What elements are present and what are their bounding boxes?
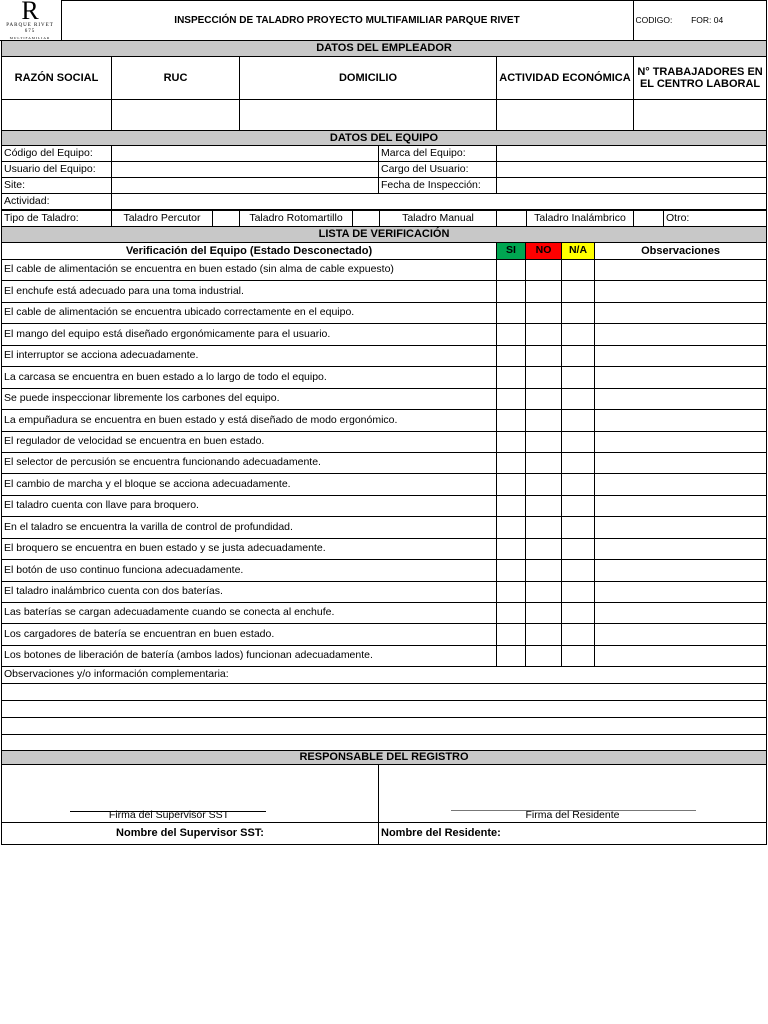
observation-cell[interactable] xyxy=(595,345,767,366)
notes-line[interactable] xyxy=(2,701,767,718)
checklist-row xyxy=(2,538,767,559)
observation-cell[interactable] xyxy=(595,452,767,473)
observation-cell[interactable] xyxy=(595,581,767,602)
yes-cell[interactable] xyxy=(497,281,526,302)
inspection-date-label: Fecha de Inspección: xyxy=(379,178,497,194)
no-cell[interactable] xyxy=(526,260,562,281)
supervisor-signature-label: Firma del Supervisor SST xyxy=(108,809,230,822)
observation-cell[interactable] xyxy=(595,624,767,645)
na-header: N/A xyxy=(562,243,595,260)
trabajadores-field[interactable] xyxy=(634,100,767,131)
na-cell[interactable] xyxy=(562,495,595,516)
checklist-row xyxy=(2,431,767,452)
notes-section xyxy=(1,666,767,751)
checklist-item-text: En el taladro se encuentra la varilla de control de profundidad. xyxy=(2,517,497,538)
observation-cell[interactable] xyxy=(595,645,767,666)
site-field[interactable] xyxy=(112,178,379,194)
checklist-item-text: El broquero se encuentra en buen estado y se justa adecuadamente. xyxy=(2,538,497,559)
form-title: INSPECCIÓN DE TALADRO PROYECTO MULTIFAMILIAR PARQUE RIVET xyxy=(61,1,633,41)
company-logo: R PARQUE RIVET 675 MULTIFAMILIAR xyxy=(6,0,54,41)
checklist-row xyxy=(2,452,767,473)
na-cell[interactable] xyxy=(562,452,595,473)
yes-header: SI xyxy=(497,243,526,260)
code-label: CODIGO: xyxy=(635,14,673,25)
form-code xyxy=(633,1,766,41)
ruc-field[interactable] xyxy=(112,100,240,131)
domicilio-field[interactable] xyxy=(240,100,497,131)
no-cell[interactable] xyxy=(526,410,562,431)
type-otro-label[interactable]: Otro: xyxy=(664,211,767,227)
employer-section-title: DATOS DEL EMPLEADOR xyxy=(2,41,767,57)
yes-cell[interactable] xyxy=(497,452,526,473)
checklist-item-text: El taladro cuenta con llave para broquero. xyxy=(2,495,497,516)
resident-name-label[interactable]: Nombre del Residente: xyxy=(379,823,767,845)
checklist-item-text: El interruptor se acciona adecuadamente. xyxy=(2,345,497,366)
observation-cell[interactable] xyxy=(595,474,767,495)
type-manual-checkbox[interactable] xyxy=(497,211,527,227)
user-role-field[interactable] xyxy=(497,162,767,178)
responsible-section xyxy=(1,750,767,845)
code-value: FOR: 04 xyxy=(691,14,724,25)
equipment-user-field[interactable] xyxy=(112,162,379,178)
observation-cell[interactable] xyxy=(595,281,767,302)
yes-cell[interactable] xyxy=(497,495,526,516)
equipment-user-label: Usuario del Equipo: xyxy=(2,162,112,178)
drill-type-row xyxy=(1,210,767,227)
yes-cell[interactable] xyxy=(497,603,526,624)
na-cell[interactable] xyxy=(562,581,595,602)
checklist-row xyxy=(2,302,767,323)
no-cell[interactable] xyxy=(526,281,562,302)
checklist-item-text: El cambio de marcha y el bloque se acciona adecuadamente. xyxy=(2,474,497,495)
checklist-item-text: Se puede inspeccionar libremente los carbones del equipo. xyxy=(2,388,497,409)
no-cell[interactable] xyxy=(526,645,562,666)
checklist-section-title: LISTA DE VERIFICACIÓN xyxy=(2,227,767,243)
no-cell[interactable] xyxy=(526,495,562,516)
type-inalambrico-checkbox[interactable] xyxy=(634,211,664,227)
drill-type-label: Tipo de Taladro: xyxy=(2,211,112,227)
checklist-row xyxy=(2,495,767,516)
notes-line[interactable] xyxy=(2,735,767,751)
equipment-brand-label: Marca del Equipo: xyxy=(379,146,497,162)
observation-cell[interactable] xyxy=(595,603,767,624)
yes-cell[interactable] xyxy=(497,538,526,559)
checklist-row xyxy=(2,410,767,431)
yes-cell[interactable] xyxy=(497,517,526,538)
na-cell[interactable] xyxy=(562,560,595,581)
yes-cell[interactable] xyxy=(497,324,526,345)
type-manual-label: Taladro Manual xyxy=(380,211,497,227)
no-cell[interactable] xyxy=(526,560,562,581)
observation-cell[interactable] xyxy=(595,538,767,559)
yes-cell[interactable] xyxy=(497,367,526,388)
na-cell[interactable] xyxy=(562,367,595,388)
no-cell[interactable] xyxy=(526,302,562,323)
checklist-item-text: Los botones de liberación de batería (ambos lados) funcionan adecuadamente. xyxy=(2,645,497,666)
checklist-row xyxy=(2,624,767,645)
equipment-section xyxy=(1,130,767,210)
na-cell[interactable] xyxy=(562,302,595,323)
no-cell[interactable] xyxy=(526,538,562,559)
type-percutor-checkbox[interactable] xyxy=(213,211,240,227)
checklist-row xyxy=(2,388,767,409)
yes-cell[interactable] xyxy=(497,560,526,581)
resident-signature-label: Firma del Residente xyxy=(525,809,620,822)
no-cell[interactable] xyxy=(526,624,562,645)
notes-line[interactable] xyxy=(2,718,767,735)
checklist-item-text: El mango del equipo está diseñado ergonómicamente para el usuario. xyxy=(2,324,497,345)
na-cell[interactable] xyxy=(562,281,595,302)
no-header: NO xyxy=(526,243,562,260)
yes-cell[interactable] xyxy=(497,345,526,366)
checklist-row xyxy=(2,560,767,581)
na-cell[interactable] xyxy=(562,645,595,666)
no-cell[interactable] xyxy=(526,517,562,538)
observations-header: Observaciones xyxy=(595,243,767,260)
yes-cell[interactable] xyxy=(497,645,526,666)
checklist-item-text: El selector de percusión se encuentra funcionando adecuadamente. xyxy=(2,452,497,473)
yes-cell[interactable] xyxy=(497,474,526,495)
no-cell[interactable] xyxy=(526,324,562,345)
checklist-item-text: Las baterías se cargan adecuadamente cuando se conecta al enchufe. xyxy=(2,603,497,624)
col-ruc: RUC xyxy=(112,57,240,100)
yes-cell[interactable] xyxy=(497,410,526,431)
observation-cell[interactable] xyxy=(595,324,767,345)
observation-cell[interactable] xyxy=(595,302,767,323)
observation-cell[interactable] xyxy=(595,495,767,516)
checklist-row xyxy=(2,367,767,388)
site-label: Site: xyxy=(2,178,112,194)
checklist-item-text: El enchufe está adecuado para una toma industrial. xyxy=(2,281,497,302)
observation-cell[interactable] xyxy=(595,367,767,388)
activity-label: Actividad: xyxy=(2,194,112,210)
logo-cell xyxy=(0,1,61,41)
type-rotomartillo-checkbox[interactable] xyxy=(353,211,380,227)
col-actividad: ACTIVIDAD ECONÓMICA xyxy=(497,57,634,100)
type-inalambrico-label: Taladro Inalámbrico xyxy=(527,211,634,227)
checklist-item-text: Los cargadores de batería se encuentran en buen estado. xyxy=(2,624,497,645)
observation-cell[interactable] xyxy=(595,410,767,431)
form-header xyxy=(0,0,767,41)
razon-social-field[interactable] xyxy=(2,100,112,131)
activity-field[interactable] xyxy=(112,194,767,210)
no-cell[interactable] xyxy=(526,581,562,602)
checklist-row xyxy=(2,581,767,602)
user-role-label: Cargo del Usuario: xyxy=(379,162,497,178)
notes-line[interactable] xyxy=(2,684,767,701)
no-cell[interactable] xyxy=(526,367,562,388)
equipment-code-field[interactable] xyxy=(112,146,379,162)
col-trabajadores: N° TRABAJADORES EN EL CENTRO LABORAL xyxy=(634,57,767,100)
type-percutor-label: Taladro Percutor xyxy=(112,211,213,227)
checklist-row xyxy=(2,645,767,666)
yes-cell[interactable] xyxy=(497,431,526,452)
checklist-item-text: La empuñadura se encuentra en buen estado y está diseñado de modo ergonómico. xyxy=(2,410,497,431)
responsible-section-title: RESPONSABLE DEL REGISTRO xyxy=(2,751,767,765)
checklist-row xyxy=(2,260,767,281)
observation-cell[interactable] xyxy=(595,260,767,281)
equipment-section-title: DATOS DEL EQUIPO xyxy=(2,131,767,146)
na-cell[interactable] xyxy=(562,603,595,624)
yes-cell[interactable] xyxy=(497,581,526,602)
actividad-field[interactable] xyxy=(497,100,634,131)
yes-cell[interactable] xyxy=(497,302,526,323)
checklist-row xyxy=(2,324,767,345)
no-cell[interactable] xyxy=(526,474,562,495)
observation-cell[interactable] xyxy=(595,388,767,409)
na-cell[interactable] xyxy=(562,260,595,281)
type-rotomartillo-label: Taladro Rotomartillo xyxy=(240,211,353,227)
employer-section xyxy=(1,40,767,131)
na-cell[interactable] xyxy=(562,517,595,538)
checklist-row xyxy=(2,603,767,624)
no-cell[interactable] xyxy=(526,603,562,624)
no-cell[interactable] xyxy=(526,388,562,409)
no-cell[interactable] xyxy=(526,431,562,452)
na-cell[interactable] xyxy=(562,388,595,409)
na-cell[interactable] xyxy=(562,624,595,645)
checklist-item-text: El botón de uso continuo funciona adecuadamente. xyxy=(2,560,497,581)
resident-signature-box[interactable] xyxy=(379,765,767,823)
na-cell[interactable] xyxy=(562,410,595,431)
yes-cell[interactable] xyxy=(497,260,526,281)
supervisor-signature-box[interactable] xyxy=(2,765,379,823)
inspection-date-field[interactable] xyxy=(497,178,767,194)
na-cell[interactable] xyxy=(562,474,595,495)
checklist-row xyxy=(2,474,767,495)
na-cell[interactable] xyxy=(562,538,595,559)
na-cell[interactable] xyxy=(562,431,595,452)
notes-label: Observaciones y/o información complementaria: xyxy=(2,667,767,684)
col-razon-social: RAZÓN SOCIAL xyxy=(2,57,112,100)
yes-cell[interactable] xyxy=(497,624,526,645)
checklist-header: Verificación del Equipo (Estado Desconectado) xyxy=(2,243,497,260)
supervisor-name-label[interactable]: Nombre del Supervisor SST: xyxy=(2,823,379,845)
na-cell[interactable] xyxy=(562,345,595,366)
equipment-code-label: Código del Equipo: xyxy=(2,146,112,162)
observation-cell[interactable] xyxy=(595,431,767,452)
no-cell[interactable] xyxy=(526,345,562,366)
na-cell[interactable] xyxy=(562,324,595,345)
observation-cell[interactable] xyxy=(595,560,767,581)
checklist-item-text: El cable de alimentación se encuentra en buen estado (sin alma de cable expuesto) xyxy=(2,260,497,281)
checklist-row xyxy=(2,345,767,366)
observation-cell[interactable] xyxy=(595,517,767,538)
equipment-brand-field[interactable] xyxy=(497,146,767,162)
checklist-row xyxy=(2,281,767,302)
yes-cell[interactable] xyxy=(497,388,526,409)
checklist-item-text: La carcasa se encuentra en buen estado a lo largo de todo el equipo. xyxy=(2,367,497,388)
checklist-row xyxy=(2,517,767,538)
checklist-items xyxy=(2,260,767,667)
checklist-item-text: El taladro inalámbrico cuenta con dos baterías. xyxy=(2,581,497,602)
checklist-section xyxy=(1,226,767,667)
checklist-item-text: El cable de alimentación se encuentra ubicado correctamente en el equipo. xyxy=(2,302,497,323)
no-cell[interactable] xyxy=(526,452,562,473)
checklist-item-text: El regulador de velocidad se encuentra en buen estado. xyxy=(2,431,497,452)
col-domicilio: DOMICILIO xyxy=(240,57,497,100)
